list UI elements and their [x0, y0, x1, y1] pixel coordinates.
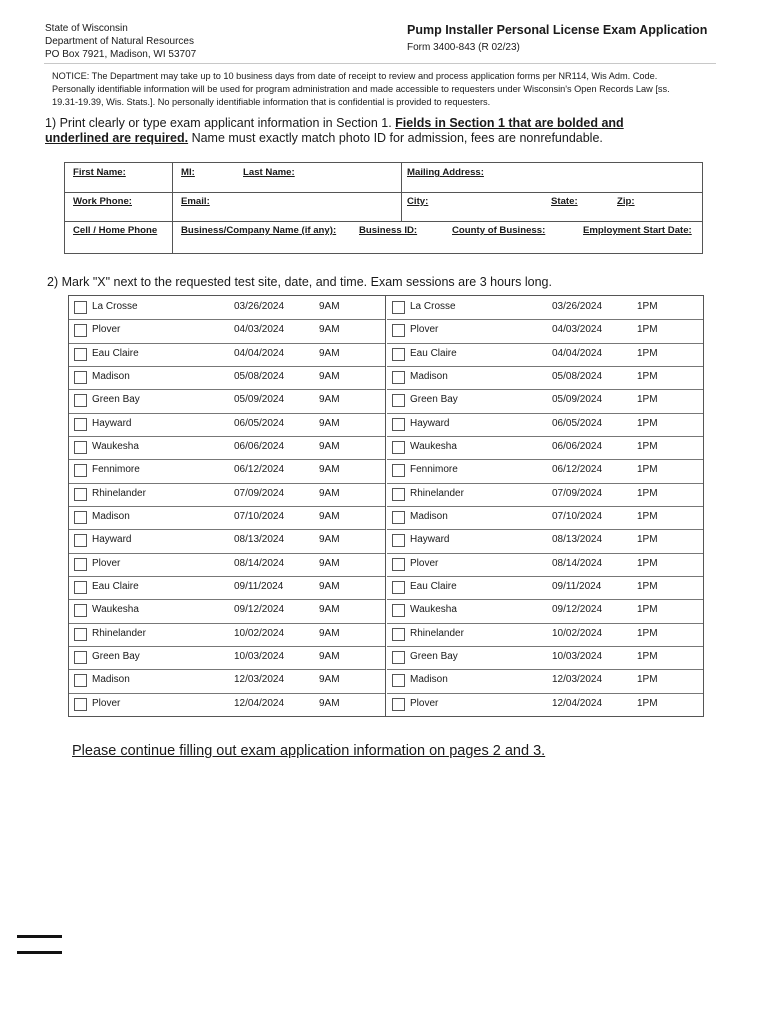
exam-session-row — [69, 553, 385, 577]
form-number: Form 3400-843 (R 02/23) — [407, 42, 520, 53]
session-date: 08/14/2024 — [234, 557, 285, 569]
session-date: 07/09/2024 — [234, 487, 285, 499]
session-checkbox[interactable] — [74, 534, 87, 547]
session-date: 07/09/2024 — [552, 487, 603, 499]
session-date: 10/02/2024 — [552, 627, 603, 639]
agency-line: PO Box 7921, Madison, WI 53707 — [45, 49, 197, 60]
footer-bar — [17, 951, 62, 954]
session-time: 9AM — [319, 464, 340, 476]
session-location: Green Bay — [410, 651, 458, 662]
session-location: Madison — [410, 371, 448, 382]
session-checkbox[interactable] — [392, 301, 405, 314]
session-date: 06/05/2024 — [234, 417, 285, 429]
form-title: Pump Installer Personal License Exam Application — [407, 23, 708, 37]
session-time: 9AM — [319, 651, 340, 662]
continue-note: Please continue filling out exam application information on pages 2 and 3. — [72, 743, 546, 759]
session-date: 06/12/2024 — [234, 464, 285, 476]
session-time: 1PM — [637, 557, 658, 569]
exam-session-row — [387, 599, 703, 623]
session-location: Eau Claire — [92, 581, 139, 592]
session-date: 06/06/2024 — [552, 441, 603, 452]
exam-session-row — [387, 366, 703, 390]
section1-required-note: Fields in Section 1 that are bolded and underlined are required. — [45, 116, 624, 145]
session-checkbox[interactable] — [74, 698, 87, 711]
session-date: 09/12/2024 — [234, 604, 285, 616]
session-time: 1PM — [637, 627, 658, 639]
session-location: Fennimore — [410, 464, 458, 476]
session-date: 12/03/2024 — [234, 674, 285, 686]
session-time: 9AM — [319, 347, 340, 359]
exam-session-row — [69, 296, 385, 320]
session-checkbox[interactable] — [392, 628, 405, 641]
section1-intro: 1) Print clearly or type exam applicant information in Section 1. — [45, 116, 396, 130]
table-col-divider — [401, 163, 402, 221]
session-time: 1PM — [637, 301, 658, 312]
session-location: Madison — [92, 511, 130, 522]
session-location: Plover — [410, 557, 439, 569]
session-date: 03/26/2024 — [552, 301, 603, 312]
session-date: 06/06/2024 — [234, 441, 285, 452]
session-location: Hayward — [92, 534, 132, 546]
session-date: 09/12/2024 — [552, 604, 603, 616]
exam-session-row — [387, 506, 703, 530]
session-checkbox[interactable] — [392, 581, 405, 594]
session-location: La Crosse — [410, 301, 456, 312]
session-location: Eau Claire — [410, 581, 457, 592]
session-date: 10/02/2024 — [234, 627, 285, 639]
exam-session-row — [387, 413, 703, 437]
session-checkbox[interactable] — [392, 511, 405, 524]
session-date: 09/11/2024 — [552, 581, 602, 592]
section2-instructions: 2) Mark "X" next to the requested test site, date, and time. Exam sessions are 3 hours long. — [47, 275, 552, 289]
exam-session-row — [69, 459, 385, 483]
session-checkbox[interactable] — [74, 418, 87, 431]
exam-session-row — [69, 623, 385, 647]
session-time: 9AM — [319, 557, 340, 569]
footer-bar — [17, 935, 62, 938]
session-location: Plover — [92, 697, 121, 709]
exam-session-row — [387, 669, 703, 693]
session-time: 1PM — [637, 604, 658, 616]
exam-session-row — [69, 343, 385, 367]
last-name-field[interactable]: Last Name: — [243, 167, 295, 178]
applicant-info-table — [64, 162, 703, 254]
session-date: 04/04/2024 — [552, 347, 603, 359]
session-location: Waukesha — [410, 441, 457, 452]
session-time: 9AM — [319, 371, 340, 382]
section1-instructions — [45, 116, 685, 146]
session-date: 12/03/2024 — [552, 674, 603, 686]
section1-intro-end: Name must exactly match photo ID for admission, fees are nonrefundable. — [188, 131, 603, 145]
session-time: 9AM — [319, 394, 340, 406]
session-time: 1PM — [637, 487, 658, 499]
session-location: Plover — [92, 557, 121, 569]
exam-session-row — [69, 693, 385, 716]
session-time: 9AM — [319, 627, 340, 639]
zip-field[interactable]: Zip: — [617, 196, 635, 207]
session-date: 05/09/2024 — [234, 394, 285, 406]
session-location: Waukesha — [92, 604, 139, 616]
exam-session-row — [69, 599, 385, 623]
email-field[interactable]: Email: — [181, 196, 210, 207]
session-location: Madison — [410, 511, 448, 522]
session-time: 1PM — [637, 581, 658, 592]
session-time: 9AM — [319, 441, 340, 452]
session-location: Eau Claire — [410, 347, 457, 359]
exam-session-row — [387, 436, 703, 460]
session-date: 04/03/2024 — [552, 324, 603, 336]
session-date: 10/03/2024 — [234, 651, 285, 662]
exam-session-row — [387, 623, 703, 647]
session-checkbox[interactable] — [74, 464, 87, 477]
exam-session-row — [69, 413, 385, 437]
exam-session-row — [387, 343, 703, 367]
session-checkbox[interactable] — [74, 441, 87, 454]
session-date: 07/10/2024 — [552, 511, 603, 522]
session-checkbox[interactable] — [392, 418, 405, 431]
session-checkbox[interactable] — [392, 488, 405, 501]
exam-session-row — [69, 529, 385, 553]
session-date: 03/26/2024 — [234, 301, 285, 312]
session-time: 1PM — [637, 464, 658, 476]
session-time: 9AM — [319, 534, 340, 546]
morning-sessions-column — [69, 296, 385, 716]
session-time: 1PM — [637, 511, 658, 522]
session-location: La Crosse — [92, 301, 138, 312]
session-date: 04/04/2024 — [234, 347, 285, 359]
mi-field[interactable]: MI: — [181, 167, 195, 178]
session-time: 1PM — [637, 674, 658, 686]
session-location: Madison — [92, 674, 130, 686]
session-checkbox[interactable] — [392, 394, 405, 407]
session-date: 07/10/2024 — [234, 511, 285, 522]
session-date: 12/04/2024 — [234, 697, 285, 709]
notice-text: NOTICE: The Department may take up to 10 business days from date of receipt to review and process application forms per NR114, Wis Adm. Code. Personally identifiable information will be used for program administration and made accessible to requesters under Wisconsin's Open Records Law [ss. 19.31-19.39, Wis. Stats.]. No personally identifiable information that is confidential is provided to requesters. — [52, 71, 670, 107]
session-location: Hayward — [92, 417, 132, 429]
session-time: 1PM — [637, 534, 658, 546]
employment-start-field[interactable]: Employment Start Date: — [583, 225, 692, 236]
session-checkbox[interactable] — [74, 558, 87, 571]
session-checkbox[interactable] — [392, 464, 405, 477]
exam-session-row — [387, 483, 703, 507]
session-checkbox[interactable] — [74, 674, 87, 687]
session-location: Green Bay — [92, 651, 140, 662]
session-date: 10/03/2024 — [552, 651, 603, 662]
agency-line: State of Wisconsin — [45, 23, 128, 34]
exam-session-row — [69, 319, 385, 343]
session-location: Plover — [410, 697, 439, 709]
table-col-divider — [172, 221, 173, 253]
county-field[interactable]: County of Business: — [452, 225, 546, 236]
exam-session-row — [69, 436, 385, 460]
session-checkbox[interactable] — [392, 698, 405, 711]
business-id-field[interactable]: Business ID: — [359, 225, 418, 236]
session-location: Hayward — [410, 417, 450, 429]
exam-session-row — [69, 389, 385, 413]
exam-session-row — [387, 296, 703, 320]
session-date: 08/14/2024 — [552, 557, 603, 569]
session-checkbox[interactable] — [74, 581, 87, 594]
exam-session-row — [387, 576, 703, 600]
first-name-field[interactable]: First Name: — [73, 167, 126, 178]
state-field[interactable]: State: — [551, 196, 578, 207]
session-date: 06/05/2024 — [552, 417, 603, 429]
cell-home-phone-field[interactable]: Cell / Home Phone — [73, 225, 158, 236]
session-checkbox[interactable] — [392, 324, 405, 337]
session-location: Waukesha — [92, 441, 139, 452]
session-checkbox[interactable] — [392, 441, 405, 454]
session-checkbox[interactable] — [74, 348, 87, 361]
session-location: Eau Claire — [92, 347, 139, 359]
exam-session-row — [387, 646, 703, 670]
session-time: 1PM — [637, 697, 658, 709]
session-checkbox[interactable] — [74, 324, 87, 337]
session-time: 1PM — [637, 441, 658, 452]
exam-session-row — [69, 366, 385, 390]
session-time: 9AM — [319, 324, 340, 336]
session-location: Madison — [92, 371, 130, 382]
session-location: Rhinelander — [410, 627, 464, 639]
session-time: 1PM — [637, 347, 658, 359]
exam-session-row — [69, 506, 385, 530]
session-checkbox[interactable] — [74, 511, 87, 524]
session-checkbox[interactable] — [392, 534, 405, 547]
session-checkbox[interactable] — [74, 628, 87, 641]
mailing-address-field[interactable]: Mailing Address: — [407, 167, 484, 178]
session-checkbox[interactable] — [74, 488, 87, 501]
table-row-divider — [65, 221, 702, 222]
session-checkbox[interactable] — [392, 558, 405, 571]
session-checkbox[interactable] — [392, 371, 405, 384]
session-location: Rhinelander — [92, 487, 146, 499]
session-time: 9AM — [319, 604, 340, 616]
table-col-divider — [172, 163, 173, 221]
exam-session-row — [69, 646, 385, 670]
exam-session-row — [387, 529, 703, 553]
session-checkbox[interactable] — [392, 604, 405, 617]
agency-line: Department of Natural Resources — [45, 36, 194, 47]
session-time: 1PM — [637, 651, 658, 662]
exam-session-row — [387, 389, 703, 413]
session-time: 9AM — [319, 417, 340, 429]
session-location: Plover — [92, 324, 121, 336]
session-location: Waukesha — [410, 604, 457, 616]
session-date: 05/08/2024 — [234, 371, 285, 382]
session-time: 9AM — [319, 674, 340, 686]
session-checkbox[interactable] — [74, 651, 87, 664]
session-time: 9AM — [319, 511, 340, 522]
session-location: Rhinelander — [410, 487, 464, 499]
session-time: 9AM — [319, 301, 340, 312]
header-divider — [44, 63, 716, 64]
session-date: 08/13/2024 — [234, 534, 285, 546]
session-checkbox[interactable] — [74, 371, 87, 384]
session-checkbox[interactable] — [392, 651, 405, 664]
work-phone-field[interactable]: Work Phone: — [73, 196, 132, 207]
session-time: 9AM — [319, 581, 340, 592]
session-time: 1PM — [637, 417, 658, 429]
exam-session-row — [69, 669, 385, 693]
exam-session-row — [69, 576, 385, 600]
afternoon-sessions-column — [387, 296, 703, 716]
session-location: Hayward — [410, 534, 450, 546]
session-checkbox[interactable] — [392, 674, 405, 687]
session-time: 1PM — [637, 394, 658, 406]
session-date: 05/08/2024 — [552, 371, 603, 382]
session-location: Plover — [410, 324, 439, 336]
session-date: 08/13/2024 — [552, 534, 603, 546]
session-date: 05/09/2024 — [552, 394, 603, 406]
session-date: 09/11/2024 — [234, 581, 284, 592]
session-checkbox[interactable] — [392, 348, 405, 361]
session-checkbox[interactable] — [74, 604, 87, 617]
session-location: Madison — [410, 674, 448, 686]
session-date: 04/03/2024 — [234, 324, 285, 336]
exam-schedule-table — [68, 295, 704, 717]
session-time: 9AM — [319, 487, 340, 499]
session-checkbox[interactable] — [74, 394, 87, 407]
exam-session-row — [387, 553, 703, 577]
session-time: 1PM — [637, 324, 658, 336]
column-divider — [385, 296, 386, 716]
session-time: 9AM — [319, 697, 340, 709]
session-location: Green Bay — [410, 394, 458, 406]
session-location: Rhinelander — [92, 627, 146, 639]
exam-session-row — [387, 459, 703, 483]
exam-session-row — [387, 693, 703, 716]
business-name-field[interactable]: Business/Company Name (if any): — [181, 225, 337, 236]
session-location: Green Bay — [92, 394, 140, 406]
exam-session-row — [69, 483, 385, 507]
table-row-divider — [65, 192, 702, 193]
city-field[interactable]: City: — [407, 196, 429, 207]
session-date: 06/12/2024 — [552, 464, 603, 476]
session-location: Fennimore — [92, 464, 140, 476]
exam-session-row — [387, 319, 703, 343]
session-checkbox[interactable] — [74, 301, 87, 314]
session-time: 1PM — [637, 371, 658, 382]
agency-address — [45, 22, 196, 61]
session-date: 12/04/2024 — [552, 697, 603, 709]
